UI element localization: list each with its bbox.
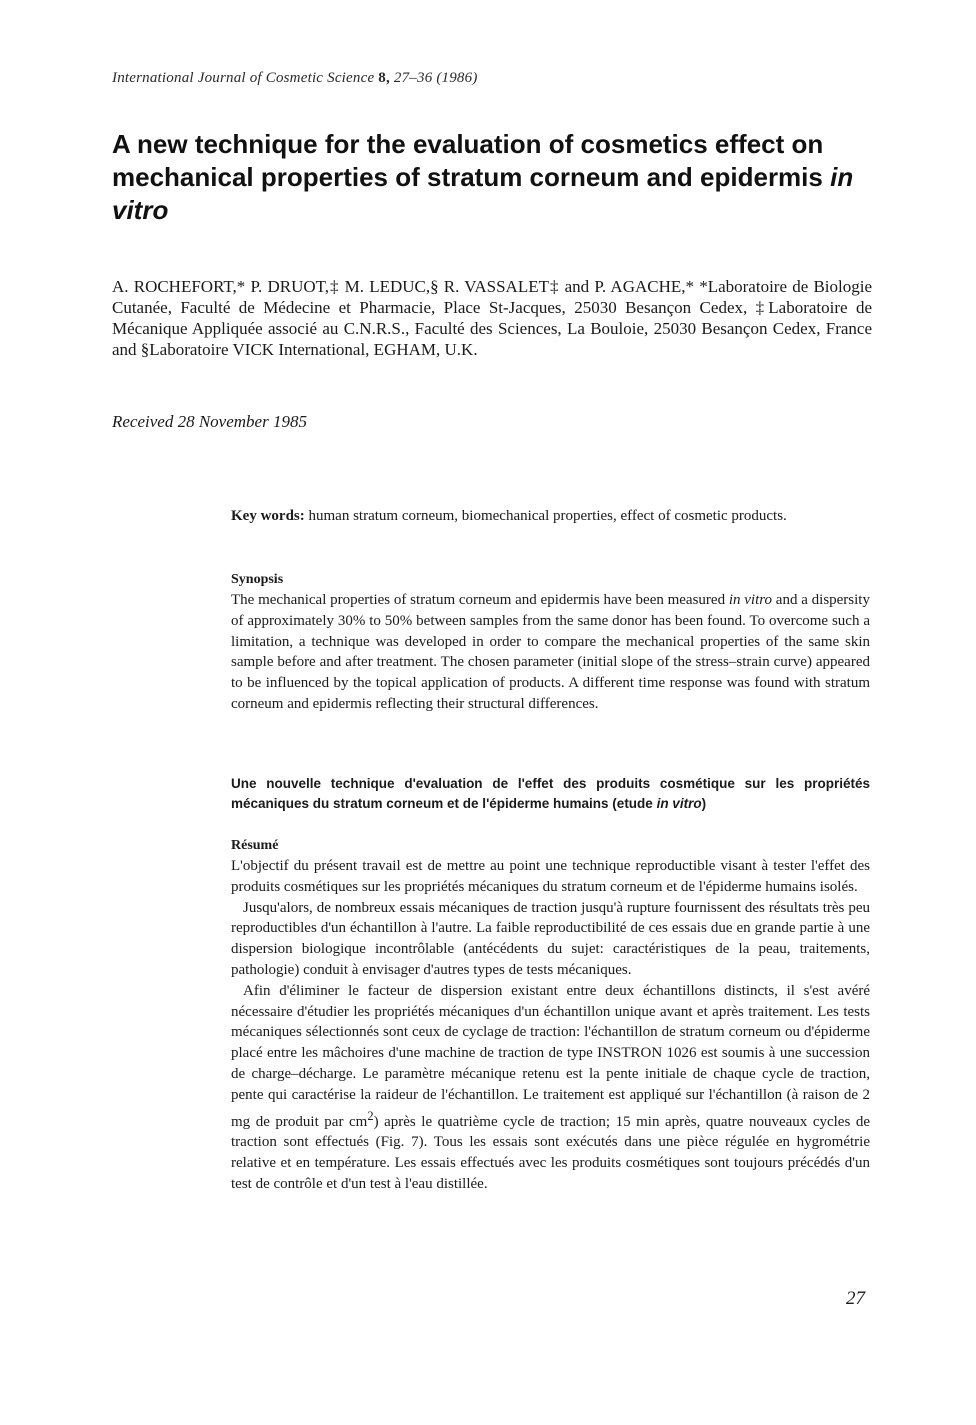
synopsis-part2: and a dispersity of approximately 30% to 50% between samples from the same donor has been found. To overcome such a limitation, a technique was developed in order to compare the mechanical properties of the same skin sample before and after treatment. The chosen parameter (initial slope of the stress–strain curve) appeared to be influenced by the topical application of products. A different time response was found with stratum corneum and epidermis reflecting their structural differences. bbox=[231, 592, 870, 712]
author-block bbox=[112, 276, 872, 360]
synopsis-part1: The mechanical properties of stratum corneum and epidermis have been measured bbox=[231, 592, 729, 608]
resume-heading: Résumé bbox=[231, 838, 279, 853]
resume-paragraph-2: Jusqu'alors, de nombreux essais mécaniques de traction jusqu'à rupture fournissent des résultats très peu reproductibles d'un échantillon à l'autre. La faible reproductibilité de ces essais due en grande partie à une dispersion biologique incontrôlable (antécédents du sujet: caractéristiques de la peau, traitements, pathologie) conduit à envisager d'autres types de tests mécaniques. bbox=[231, 899, 870, 978]
keywords-label: Key words: bbox=[231, 508, 305, 524]
french-title-italic: in vitro bbox=[656, 796, 702, 811]
french-title bbox=[231, 774, 870, 814]
synopsis-heading: Synopsis bbox=[231, 572, 284, 587]
resume-text bbox=[231, 856, 870, 1195]
resume-p3-part-b: ) après le quatrième cycle de traction; 15 min après, quatre nouveaux cycles de traction sont effectués (Fig. 7). Tous les essais sont exécutés dans une pièce régulée en hygrométrie relative et en température. Les essais effectués avec les produits cosmétiques sont toujours précédés d'un test de contrôle et d'un test à l'eau distillée. bbox=[231, 1113, 870, 1192]
received-date: Received 28 November 1985 bbox=[112, 412, 307, 431]
resume-p3-part-a: Afin d'éliminer le facteur de dispersion existant entre deux échantillons distincts, il s'est avéré nécessaire d'étudier les propriétés mécaniques d'un échantillon unique avant et après traitement. Les tests mécaniques sélectionnés sont ceux de cyclage de traction: l'échantillon de stratum corneum ou d'épiderme placé entre les mâchoires d'une machine de traction de type INSTRON 1026 est soumis à une succession de charge–décharge. Le paramètre mécanique retenu est la pente initiale de chaque cycle de traction, pente qui caractérise la raideur de l'échantillon. Le traitement est appliqué sur l'échantillon (à raison de 2 mg de produit par cm bbox=[231, 982, 870, 1130]
french-title-end: ) bbox=[701, 796, 707, 811]
resume-paragraph-3 bbox=[231, 981, 870, 1195]
article-title bbox=[112, 128, 892, 227]
article-title-italic: in vitro bbox=[112, 162, 854, 225]
author-affiliations: *Laboratoire de Biologie Cutanée, Faculté de Médecine et Pharmacie, Place St-Jacques, 25030 Besançon Cedex, ‡Laboratoire de Mécanique Appliquée associé au C.N.R.S., Faculté des Sciences, La Bouloie, 25030 Besançon Cedex, France and §Laboratoire VICK International, EGHAM, U.K. bbox=[112, 277, 872, 359]
synopsis-italic: in vitro bbox=[728, 592, 773, 608]
keywords bbox=[231, 506, 870, 527]
french-title-main: Une nouvelle technique d'evaluation de l'effet des produits cosmétique sur les propriétés mécaniques du stratum corneum et de l'épiderme humains (etude bbox=[231, 776, 870, 811]
resume-paragraph-1: L'objectif du présent travail est de mettre au point une technique reproductible visant à tester l'effet des produits cosmétiques sur les propriétés mécaniques du stratum corneum et de l'épiderme humains isolés. bbox=[231, 858, 870, 895]
author-names: A. ROCHEFORT,* P. DRUOT,‡ M. LEDUC,§ R. VASSALET‡ and P. AGACHE,* bbox=[112, 277, 694, 296]
journal-pages-year: 27–36 (1986) bbox=[393, 70, 478, 86]
resume-p3-superscript: 2 bbox=[367, 1108, 374, 1123]
page-number: 27 bbox=[846, 1288, 865, 1309]
synopsis-text bbox=[231, 590, 870, 715]
keywords-text: human stratum corneum, biomechanical properties, effect of cosmetic products. bbox=[304, 508, 787, 524]
article-title-main: A new technique for the evaluation of cosmetics effect on mechanical properties of stratum corneum and epidermis bbox=[112, 129, 831, 192]
journal-name: International Journal of Cosmetic Science bbox=[112, 70, 375, 86]
journal-citation bbox=[112, 70, 478, 87]
journal-volume: 8, bbox=[378, 70, 390, 86]
